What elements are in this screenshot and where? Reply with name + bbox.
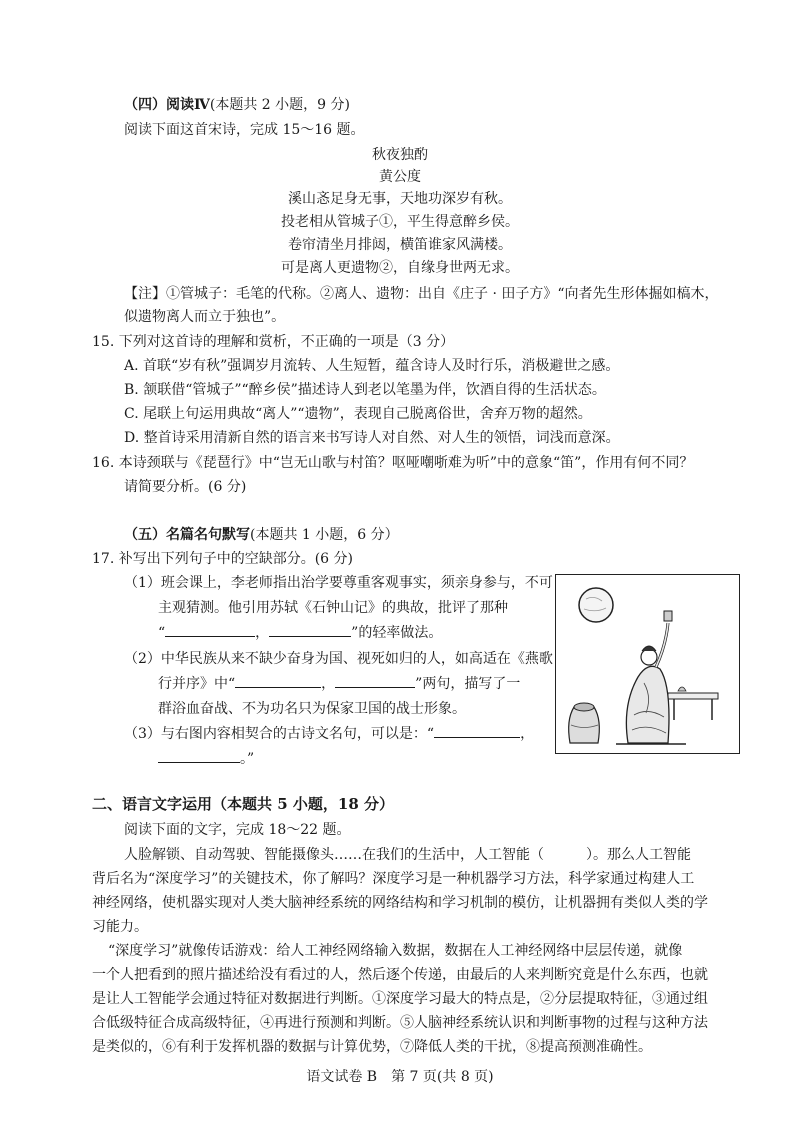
page-footer: 语文试卷 B 第 7 页(共 8 页) xyxy=(306,1069,494,1085)
text: ”两句，描写了一 xyxy=(415,676,521,692)
question-17-part1-cont: 主观猜测。他引用苏轼《石钟山记》的典故，批评了那种 xyxy=(158,600,508,616)
passage-line: 背后名为“深度学习”的关键技术，你了解吗？深度学习是一种机器学习方法，科学家通过构建人工 xyxy=(92,871,695,887)
passage-line: 神经网络，使机器实现对人类大脑神经系统的网络结构和学习机制的模仿，让机器拥有类似人类的学 xyxy=(92,895,708,911)
section5-title: （五）名篇名句默写 xyxy=(124,527,250,543)
answer-blank-3[interactable] xyxy=(235,673,321,688)
wine-cup-icon xyxy=(664,611,672,621)
poem-title: 秋夜独酌 xyxy=(372,147,428,163)
comma: ， xyxy=(255,625,270,641)
answer-blank-1[interactable] xyxy=(165,622,255,637)
illustration-svg xyxy=(556,575,738,752)
question-15-option-b: B. 颔联借“管城子”“醉乡侯”描述诗人到老以笔墨为伴，饮酒自得的生活状态。 xyxy=(124,382,606,398)
question-17-stem: 17. 补写出下列句子中的空缺部分。(6 分) xyxy=(92,551,353,567)
answer-blank-4[interactable] xyxy=(335,673,415,688)
passage-line: 习能力。 xyxy=(92,919,148,935)
question-15-stem: 15. 下列对这首诗的理解和赏析，不正确的一项是（3 分） xyxy=(92,334,455,350)
quote-open: “ xyxy=(158,625,166,641)
question-17-part2: （2）中华民族从来不缺少奋身为国、视死如归的人，如高适在《燕歌 xyxy=(124,651,553,667)
answer-blank-6[interactable] xyxy=(158,748,240,763)
poet-moon-illustration xyxy=(555,574,740,754)
section5-meta: (本题共 1 小题，6 分） xyxy=(250,527,399,543)
section2-title: 二、语言文字运用（本题共 5 小题，18 分） xyxy=(92,795,394,813)
wine-jar-icon xyxy=(569,707,600,743)
text: 行并序》中“ xyxy=(158,676,236,692)
quote-close: 。” xyxy=(240,751,255,767)
answer-blank-2[interactable] xyxy=(269,622,351,637)
question-17-part3 xyxy=(124,723,534,743)
poem-note-cont: 似遗物离人而立于独也”。 xyxy=(124,309,286,325)
moon-icon xyxy=(579,588,613,622)
question-17-part1: （1）班会课上，李老师指出治学要尊重客观事实，须亲身参与，不可 xyxy=(124,575,553,591)
poem-author: 黄公度 xyxy=(379,169,421,185)
section4-title: （四）阅读Ⅳ xyxy=(124,97,210,113)
question-17-part2-blanks xyxy=(158,673,520,693)
question-15-option-a: A. 首联“岁有秋”强调岁月流转、人生短暂，蕴含诗人及时行乐，消极避世之感。 xyxy=(124,358,620,374)
question-15-option-d: D. 整首诗采用清新自然的语言来书写诗人对自然、对人生的领悟，词浅而意深。 xyxy=(124,430,620,446)
passage-line: 是类似的，⑥有利于发挥机器的数据与计算优势，⑦降低人类的干扰，⑧提高预测准确性。 xyxy=(92,1039,652,1055)
passage-line: 是让人工智能学会通过特征对数据进行判断。①深度学习最大的特点是，②分层提取特征，③通过组 xyxy=(92,991,708,1007)
comma: ， xyxy=(321,676,336,692)
passage-line: 人脸解锁、自动驾驶、智能摄像头……在我们的生活中，人工智能（ ）。那么人工智能 xyxy=(124,847,691,863)
section5-header xyxy=(124,524,399,544)
section2-instruction: 阅读下面的文字，完成 18～22 题。 xyxy=(124,822,351,838)
question-17-part3-cont xyxy=(158,748,254,768)
poem-line: 可是离人更遗物②，自缘身世两无求。 xyxy=(281,260,519,276)
question-15-option-c: C. 尾联上句运用典故“离人”“遗物”，表现自己脱离俗世，舍弃万物的超然。 xyxy=(124,406,592,422)
comma: ， xyxy=(520,726,535,742)
answer-blank-5[interactable] xyxy=(434,723,520,738)
poem-line: 卷帘清坐月排闼，横笛谁家风满楼。 xyxy=(288,237,512,253)
passage-line: 合低级特征合成高级特征，④再进行预测和判断。⑤人脑神经系统认识和判断事物的过程与这种方法 xyxy=(92,1015,708,1031)
poem-line: 投老相从管城子①，平生得意醉乡侯。 xyxy=(281,214,519,230)
passage-line: “深度学习”就像传话游戏：给人工神经网络输入数据，数据在人工神经网络中层层传递，就像 xyxy=(108,943,683,959)
section4-meta: (本题共 2 小题，9 分) xyxy=(209,97,350,113)
passage-line: 一个人把看到的照片描述给没有看过的人，然后逐个传递，由最后的人来判断究竟是什么东西，也就 xyxy=(92,967,708,983)
poem-line: 溪山忞足身无事，天地功深岁有秋。 xyxy=(288,191,512,207)
question-17-part1-blanks xyxy=(158,622,442,642)
low-table-icon xyxy=(668,693,718,699)
question-16-stem-cont: 请简要分析。(6 分) xyxy=(124,479,247,495)
question-17-part2-cont: 群浴血奋战、不为功名只为保家卫国的战士形象。 xyxy=(158,701,466,717)
text: （3）与右图内容相契合的古诗文名句，可以是：“ xyxy=(124,726,435,742)
poem-note: 【注】①管城子：毛笔的代称。②离人、遗物：出自《庄子 · 田子方》“向者先生形体掘如槁木， xyxy=(124,286,719,302)
section4-instruction: 阅读下面这首宋诗，完成 15～16 题。 xyxy=(124,122,365,138)
question-16-stem: 16. 本诗颈联与《琵琶行》中“岂无山歌与村笛？呕哑嘲哳难为听”中的意象“笛”，作用有何不同？ xyxy=(92,455,694,471)
section4-header xyxy=(124,94,350,114)
quote-close: ”的轻率做法。 xyxy=(351,625,443,641)
